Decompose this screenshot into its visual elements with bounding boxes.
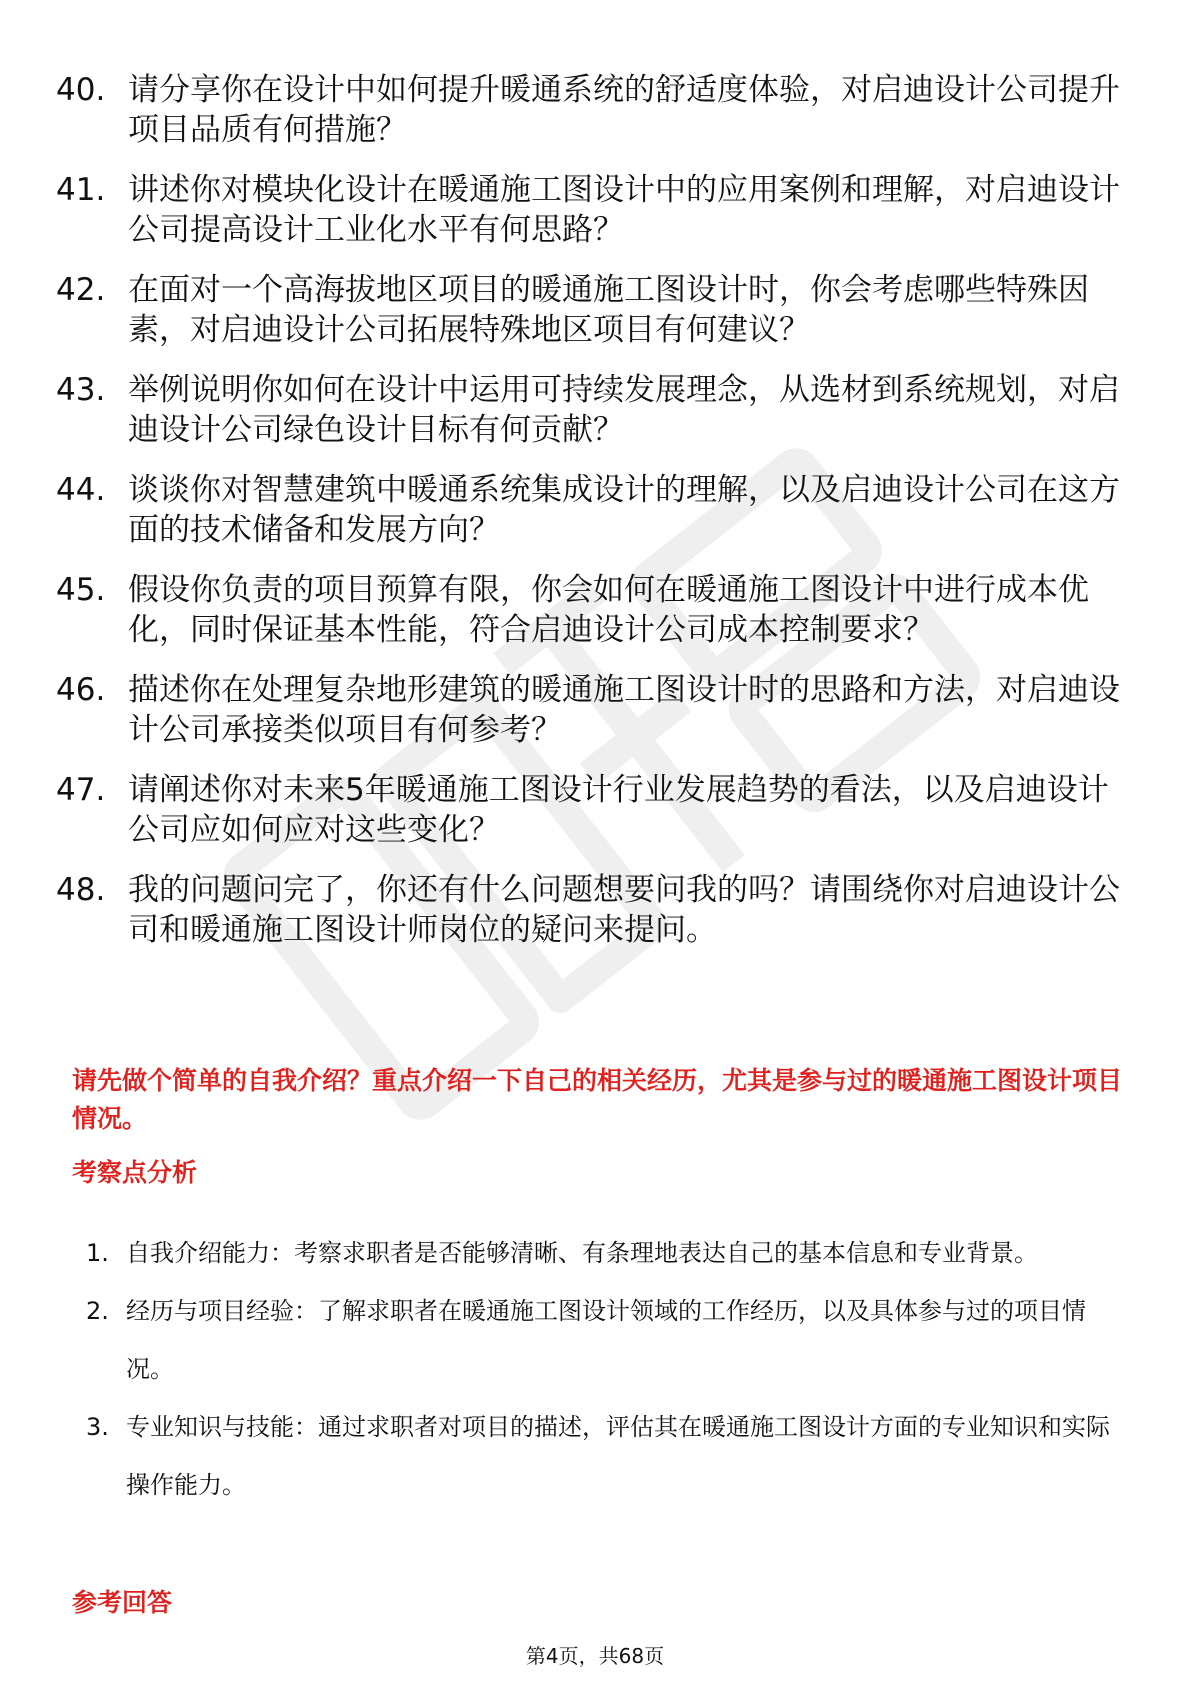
- question-text: 请阐述你对未来5年暖通施工图设计行业发展趋势的看法，以及启迪设计公司应如何应对这些变化？: [128, 772, 1109, 848]
- question-text: 请分享你在设计中如何提升暖通系统的舒适度体验，对启迪设计公司提升项目品质有何措施？: [128, 72, 1120, 148]
- question-number: 41.: [56, 172, 106, 208]
- question-number: 42.: [56, 272, 106, 308]
- analysis-point-number: 2.: [86, 1297, 109, 1325]
- question-item: [56, 370, 1136, 450]
- question-number: 48.: [56, 872, 106, 908]
- question-item: [56, 470, 1136, 550]
- question-text: 举例说明你如何在设计中运用可持续发展理念，从选材到系统规划，对启迪设计公司绿色设计目标有何贡献？: [128, 372, 1120, 448]
- question-item: [56, 170, 1136, 250]
- analysis-point: [86, 1224, 1126, 1282]
- question-number: 43.: [56, 372, 106, 408]
- analysis-point-number: 3.: [86, 1413, 109, 1441]
- analysis-point-number: 1.: [86, 1239, 109, 1267]
- question-item: [56, 70, 1136, 150]
- question-text: 谈谈你对智慧建筑中暖通系统集成设计的理解，以及启迪设计公司在这方面的技术储备和发展方向？: [128, 472, 1120, 548]
- analysis-point-text: 经历与项目经验：了解求职者在暖通施工图设计领域的工作经历，以及具体参与过的项目情况。: [126, 1297, 1086, 1383]
- reference-answer-title: 参考回答: [72, 1588, 173, 1617]
- question-number: 47.: [56, 772, 106, 808]
- intro-question-heading: 请先做个简单的自我介绍？重点介绍一下自己的相关经历，尤其是参与过的暖通施工图设计项目情况。: [72, 1066, 1123, 1133]
- analysis-point: [86, 1398, 1126, 1514]
- analysis-section-title: 考察点分析: [72, 1158, 198, 1187]
- question-item: [56, 870, 1136, 950]
- question-text: 假设你负责的项目预算有限，你会如何在暖通施工图设计中进行成本优化，同时保证基本性能，符合启迪设计公司成本控制要求？: [128, 572, 1089, 648]
- question-text: 我的问题问完了，你还有什么问题想要问我的吗？请围绕你对启迪设计公司和暖通施工图设计师岗位的疑问来提问。: [128, 872, 1120, 948]
- question-list: [56, 70, 1136, 970]
- analysis-point: [86, 1282, 1126, 1398]
- question-text: 描述你在处理复杂地形建筑的暖通施工图设计时的思路和方法，对启迪设计公司承接类似项目有何参考？: [128, 672, 1120, 748]
- question-number: 44.: [56, 472, 106, 508]
- question-item: [56, 770, 1136, 850]
- question-item: [56, 670, 1136, 750]
- question-number: 46.: [56, 672, 106, 708]
- question-item: [56, 270, 1136, 350]
- analysis-point-text: 自我介绍能力：考察求职者是否能够清晰、有条理地表达自己的基本信息和专业背景。: [126, 1239, 1038, 1267]
- analysis-point-text: 专业知识与技能：通过求职者对项目的描述，评估其在暖通施工图设计方面的专业知识和实际操作能力。: [126, 1413, 1110, 1499]
- question-text: 在面对一个高海拔地区项目的暖通施工图设计时，你会考虑哪些特殊因素，对启迪设计公司拓展特殊地区项目有何建议？: [128, 272, 1089, 348]
- question-number: 45.: [56, 572, 106, 608]
- page-footer: 第4页，共68页: [525, 1644, 665, 1668]
- question-number: 40.: [56, 72, 106, 108]
- analysis-point-list: [86, 1224, 1126, 1514]
- question-text: 讲述你对模块化设计在暖通施工图设计中的应用案例和理解，对启迪设计公司提高设计工业化水平有何思路？: [128, 172, 1120, 248]
- question-item: [56, 570, 1136, 650]
